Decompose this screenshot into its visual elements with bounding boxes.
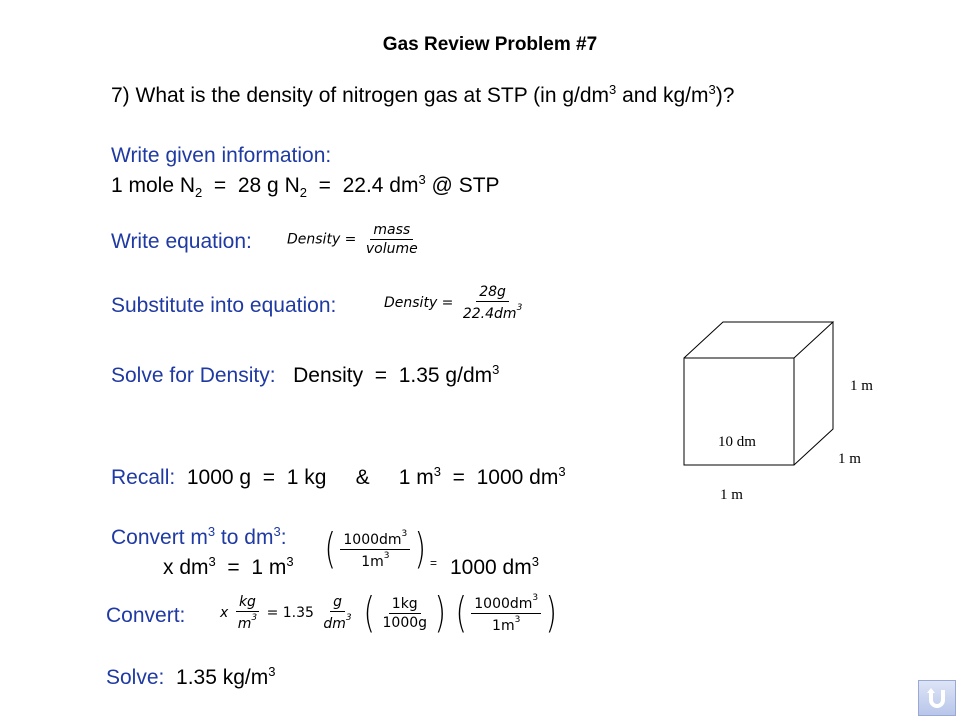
convert1-equals: = — [430, 556, 438, 570]
right-paren: ) — [414, 524, 427, 573]
given-part: = 28 g N — [202, 174, 300, 197]
left-paren: ( — [324, 524, 336, 573]
fraction-numerator: g — [330, 594, 345, 612]
fraction-denominator — [320, 612, 354, 632]
given-part: = 22.4 dm — [306, 174, 419, 197]
numerator-exponent: 3 — [401, 528, 408, 539]
final-label: Solve: — [106, 666, 165, 689]
question-exponent: 3 — [609, 82, 617, 97]
recall-exponent: 3 — [558, 464, 566, 479]
convert1-paren-group — [322, 524, 429, 573]
substituted-equation — [384, 284, 527, 322]
solve-line — [111, 362, 499, 388]
cube-diagram — [680, 318, 880, 508]
fraction-denominator — [460, 302, 525, 322]
convert1-exponent: 3 — [207, 524, 216, 539]
substitute-label: Substitute into equation: — [111, 294, 337, 317]
fraction-numerator — [471, 593, 541, 614]
convert2-equation — [220, 588, 560, 637]
fraction-denominator — [235, 612, 260, 632]
fraction-denominator — [358, 550, 392, 570]
final-line — [106, 664, 276, 690]
fraction-denominator: volume — [365, 241, 418, 257]
given-part: @ STP — [425, 174, 500, 197]
given-values — [111, 172, 500, 200]
convert1-lhs-part: x dm — [163, 556, 209, 579]
kg-per-g-fraction — [380, 596, 431, 631]
convert1-lhs-exponent: 3 — [208, 554, 216, 569]
equation-label: Write equation: — [111, 230, 252, 253]
kg-per-m3-fraction — [235, 594, 260, 632]
denominator-exponent: 3 — [345, 613, 352, 623]
recall-exponent: 3 — [433, 464, 441, 479]
question-text — [111, 82, 734, 108]
fraction-numerator: 1kg — [389, 596, 421, 614]
mass-volume-fraction — [363, 222, 421, 257]
solve-label: Solve for Density: — [111, 364, 276, 387]
convert1-result-base: 1000 dm — [450, 556, 532, 579]
denominator-base: dm — [323, 616, 346, 632]
fraction-numerator: kg — [236, 594, 259, 612]
cube-label-bottom: 1 m — [720, 487, 743, 503]
fraction-numerator — [340, 529, 410, 550]
density-equation — [287, 222, 423, 257]
given-exponent: 3 — [418, 172, 426, 187]
numerator-base: 1000dm — [343, 531, 402, 548]
given-label: Write given information: — [111, 144, 332, 167]
convert1-part: : — [280, 526, 287, 549]
denominator-base: 1m — [492, 617, 515, 634]
question-part: and kg/m — [616, 84, 709, 107]
recall-part: 1000 g = 1 kg & 1 m — [186, 466, 434, 489]
convert1-factor — [322, 524, 429, 573]
right-paren: ) — [434, 588, 446, 637]
given-subscript: 2 — [195, 185, 203, 200]
fraction-numerator: 28g — [476, 284, 509, 302]
fraction-denominator: 1000g — [382, 614, 428, 631]
convert1-lhs-part: = 1 m — [215, 556, 287, 579]
fraction-numerator: mass — [370, 222, 413, 240]
denominator-base: m — [237, 616, 252, 632]
denominator-base: 1m — [361, 553, 384, 570]
denominator-base: 22.4dm — [462, 306, 517, 322]
unknown-x: x — [220, 605, 229, 621]
left-paren: ( — [455, 588, 467, 637]
cube-edges — [684, 322, 833, 465]
question-part: 7) What is the density of nitrogen gas at STP (in g/dm — [111, 84, 610, 107]
convert1-lhs-exponent: 3 — [286, 554, 294, 569]
kg-per-g-paren — [361, 588, 448, 637]
convert1-result-exponent: 3 — [531, 554, 539, 569]
recall-label: Recall: — [111, 466, 176, 489]
denominator-exponent: 3 — [516, 303, 523, 313]
cube-label-right: 1 m — [850, 378, 873, 394]
cube-top-face — [684, 322, 833, 358]
substituted-fraction — [460, 284, 525, 322]
convert1-part: to dm — [215, 526, 274, 549]
question-part: )? — [715, 84, 735, 107]
slide-title: Gas Review Problem #7 — [382, 34, 598, 55]
denominator-exponent: 3 — [383, 550, 390, 561]
g-per-dm3-fraction — [320, 594, 354, 632]
convert1-result — [450, 554, 539, 580]
cube-side-face — [794, 322, 833, 465]
convert2-label: Convert: — [106, 604, 186, 627]
convert1-lhs — [163, 554, 294, 580]
equation-lhs: Density = — [287, 231, 357, 248]
equation-lhs: Density = — [384, 295, 454, 311]
cube-label-inner: 10 dm — [718, 434, 756, 450]
cube-label-side: 1 m — [838, 451, 861, 467]
recall-line — [111, 464, 566, 490]
convert1-fraction — [340, 529, 410, 570]
final-exponent: 3 — [268, 664, 276, 679]
convert1-exponent: 3 — [273, 524, 281, 539]
solve-result: Density = 1.35 g/dm — [293, 364, 493, 387]
right-paren: ) — [545, 588, 558, 637]
given-subscript: 2 — [299, 185, 307, 200]
question-exponent: 3 — [708, 82, 716, 97]
given-part: 1 mole N — [111, 174, 196, 197]
solve-exponent: 3 — [492, 362, 500, 377]
final-result: 1.35 kg/m — [164, 666, 269, 689]
dm3-per-m3-paren — [453, 588, 560, 637]
denominator-exponent: 3 — [251, 613, 258, 623]
numerator-exponent: 3 — [532, 592, 539, 603]
convert2-middle: = 1.35 — [266, 605, 314, 621]
dm3-per-m3-fraction — [471, 593, 541, 634]
convert1-label — [111, 524, 287, 550]
recall-part: = 1000 dm — [441, 466, 559, 489]
denominator-exponent: 3 — [514, 614, 521, 625]
numerator-base: 1000dm — [474, 595, 533, 612]
fraction-denominator — [489, 614, 523, 634]
convert1-part: Convert m — [111, 526, 208, 549]
return-button[interactable] — [918, 680, 956, 716]
left-paren: ( — [363, 588, 376, 637]
return-icon — [925, 686, 949, 710]
